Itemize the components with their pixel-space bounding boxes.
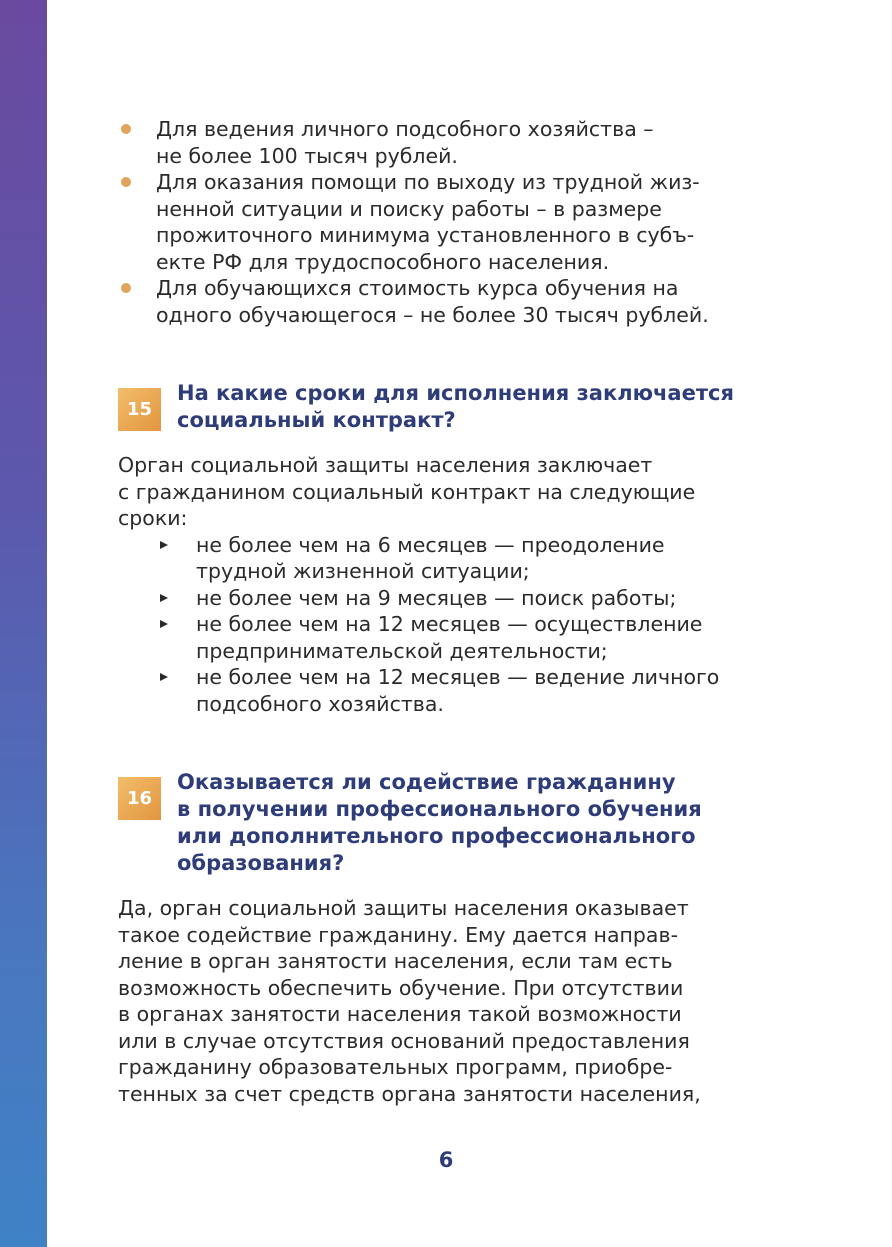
triangle-bullet-icon [160, 673, 168, 681]
list-item: не более чем на 12 месяцев — ведение личного подсобного хозяйства. [118, 664, 818, 717]
list-item: Для оказания помощи по выходу из трудной жиз- ненной ситуации и поиску работы – в размере прожиточного минимума установленного в субъ- екте РФ для трудоспособного населения. [118, 169, 818, 275]
question-16-heading [118, 769, 818, 877]
question-16-answer [118, 895, 818, 1107]
triangle-bullet-icon [160, 594, 168, 602]
answer-paragraph: Да, орган социальной защиты населения оказывает такое содействие гражданину. Ему дается направ- ление в орган занятости населения, если там есть возможность обеспечить обучение. При отсутствии в органах занятости населения такой возможности или в случае отсутствия оснований предоставления гражданину образовательных программ, приобре- тенных за счет средств органа занятости населения, [118, 896, 701, 1106]
page-content [118, 116, 818, 1107]
triangle-bullet-icon [160, 541, 168, 549]
question-number-badge: 16 [118, 777, 161, 820]
list-item: Для ведения личного подсобного хозяйства – не более 100 тысяч рублей. [118, 116, 818, 169]
triangle-bullet-icon [160, 620, 168, 628]
answer-intro: Орган социальной защиты населения заключает с гражданином социальный контракт на следующие сроки: [118, 453, 696, 530]
list-item: не более чем на 9 месяцев — поиск работы; [118, 585, 818, 612]
bullet-dot-icon [121, 283, 131, 293]
list-item: Для обучающихся стоимость курса обучения на одного обучающегося – не более 30 тысяч рублей. [118, 275, 818, 328]
list-item: не более чем на 12 месяцев — осуществление предпринимательской деятельности; [118, 611, 818, 664]
bullet-dot-icon [121, 177, 131, 187]
page-number: 6 [438, 1148, 454, 1172]
bullet-dot-icon [121, 124, 131, 134]
terms-list [118, 532, 818, 718]
question-title: На какие сроки для исполнения заключается социальный контракт? [177, 381, 734, 432]
side-gradient-strip [0, 0, 47, 1247]
question-number-badge: 15 [118, 388, 161, 431]
conditions-list [118, 116, 818, 328]
question-15-heading [118, 380, 818, 434]
question-15-answer [118, 452, 818, 717]
list-item: не более чем на 6 месяцев — преодоление трудной жизненной ситуации; [118, 532, 818, 585]
question-title: Оказывается ли содействие гражданину в получении профессионального обучения или дополнительного профессионального образования? [177, 770, 702, 875]
